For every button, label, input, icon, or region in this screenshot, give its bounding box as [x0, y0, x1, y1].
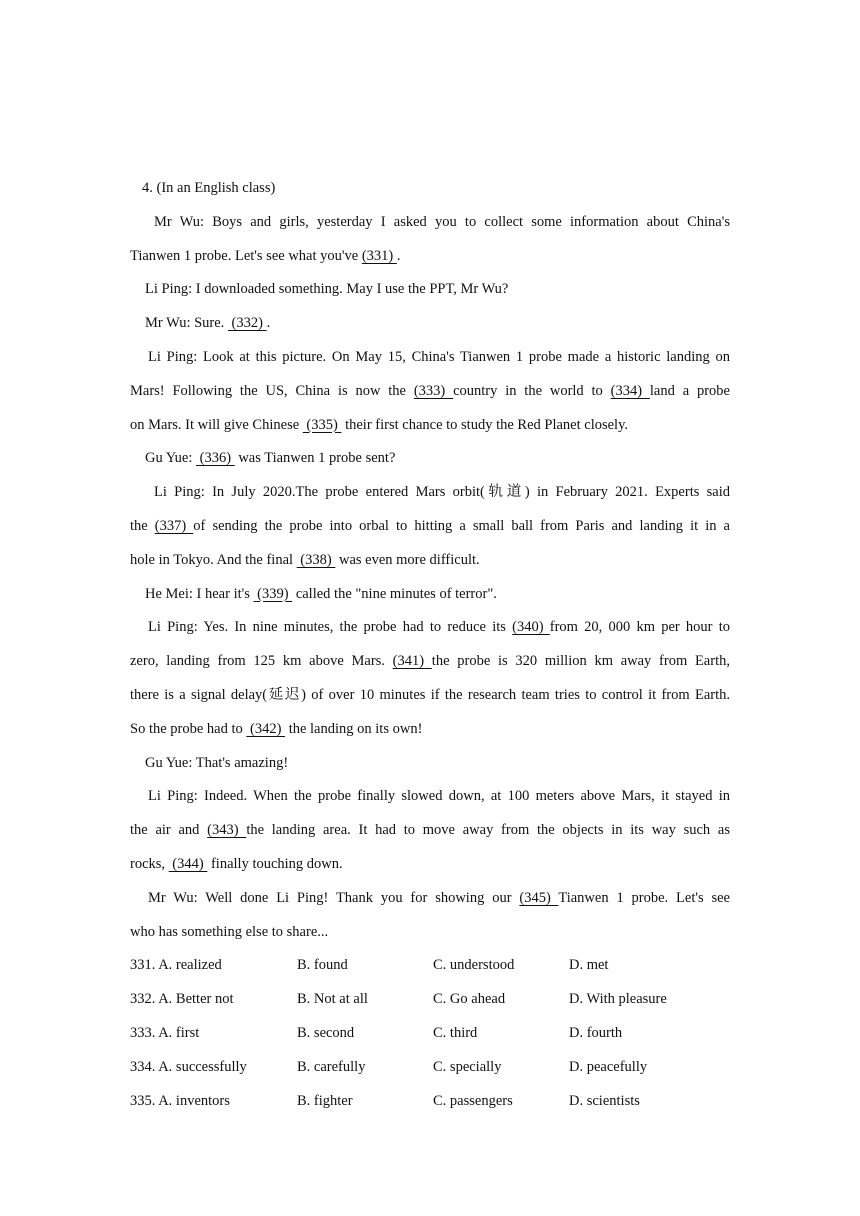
- passage-text: was even more difficult.: [335, 551, 480, 568]
- passage-text: Tianwen 1 probe. Let's see: [558, 889, 730, 906]
- passage-text: land a probe: [649, 382, 730, 399]
- dialogue-passage: [130, 206, 730, 950]
- answer-blank: (331): [361, 247, 397, 264]
- answer-blank: (334): [610, 382, 650, 399]
- passage-line: [130, 240, 730, 274]
- option-row: [130, 1051, 730, 1085]
- passage-text: Li Ping: Look at this picture. On May 15, China's Tianwen 1 probe made a historic landing on: [148, 348, 730, 365]
- answer-blank: (340): [512, 619, 550, 636]
- passage-text: the landing area. It had to move away from the objects in its way such as: [246, 822, 730, 839]
- answer-blank: (333): [413, 382, 454, 399]
- exercise-heading: 4. (In an English class): [142, 180, 276, 196]
- passage-text: Gu Yue: That's amazing!: [145, 754, 289, 771]
- passage-text: .: [396, 247, 401, 264]
- passage-line: [130, 780, 730, 814]
- passage-text: .: [266, 315, 271, 332]
- passage-text: Tianwen 1 probe. Let's see what you've: [130, 247, 362, 264]
- answer-blank: (339): [253, 585, 293, 602]
- passage-text: So the probe had to: [130, 720, 247, 737]
- passage-text: called the "nine minutes of terror".: [292, 585, 497, 602]
- passage-line: [130, 341, 730, 375]
- passage-line: [130, 578, 730, 612]
- passage-text: rocks,: [130, 855, 169, 872]
- answer-blank: (335): [302, 416, 342, 433]
- passage-line: [130, 882, 730, 916]
- passage-text: Li Ping: I downloaded something. May I use the PPT, Mr Wu?: [145, 281, 509, 298]
- passage-text: finally touching down.: [207, 855, 343, 872]
- option-a: 331. A. realized: [130, 957, 222, 974]
- option-d: D. met: [569, 957, 609, 974]
- option-c: C. third: [433, 1024, 478, 1041]
- answer-blank: (342): [246, 720, 286, 737]
- passage-text: on Mars. It will give Chinese: [130, 416, 303, 433]
- option-c: C. Go ahead: [433, 991, 506, 1008]
- passage-line: [130, 713, 730, 747]
- option-b: B. carefully: [297, 1058, 366, 1075]
- passage-text: Mars! Following the US, China is now the: [130, 382, 414, 399]
- passage-text: Li Ping: In July 2020.The probe entered Mars orbit(轨道) in February 2021. Experts said: [154, 484, 730, 501]
- passage-line: [130, 679, 730, 713]
- option-row: [130, 1085, 730, 1119]
- answer-blank: (338): [296, 551, 336, 568]
- option-a: 334. A. successfully: [130, 1058, 247, 1075]
- answer-blank: (332): [227, 315, 267, 332]
- passage-line: [130, 510, 730, 544]
- passage-line: [130, 206, 730, 240]
- passage-text: He Mei: I hear it's: [145, 585, 254, 602]
- answer-options: [130, 949, 730, 1118]
- passage-line: [130, 611, 730, 645]
- passage-text: Mr Wu: Sure.: [145, 315, 228, 332]
- passage-text: the landing on its own!: [285, 720, 423, 737]
- passage-line: [130, 409, 730, 443]
- passage-text: country in the world to: [453, 382, 611, 399]
- option-c: C. passengers: [433, 1092, 513, 1109]
- passage-text: the probe is 320 million km away from Earth,: [431, 653, 730, 670]
- passage-text: was Tianwen 1 probe sent?: [234, 450, 396, 467]
- passage-line: [130, 273, 730, 307]
- option-c: C. understood: [433, 957, 515, 974]
- passage-line: [130, 814, 730, 848]
- passage-line: [130, 916, 730, 950]
- passage-text: their first chance to study the Red Planet closely.: [341, 416, 629, 433]
- passage-text: from 20, 000 km per hour to: [549, 619, 730, 636]
- option-a: 332. A. Better not: [130, 991, 234, 1008]
- exercise-page: [130, 172, 730, 1118]
- answer-blank: (341): [392, 653, 432, 670]
- passage-text: the: [130, 517, 155, 534]
- passage-line: [130, 747, 730, 781]
- passage-text: Mr Wu: Boys and girls, yesterday I asked you to collect some information about China's: [154, 213, 730, 230]
- option-b: B. Not at all: [297, 991, 368, 1008]
- answer-blank: (344): [168, 855, 208, 872]
- passage-line: [130, 645, 730, 679]
- option-d: D. With pleasure: [569, 991, 667, 1008]
- answer-blank: (337): [154, 517, 194, 534]
- option-a: 333. A. first: [130, 1024, 200, 1041]
- option-b: B. second: [297, 1024, 355, 1041]
- option-d: D. scientists: [569, 1092, 640, 1109]
- passage-text: who has something else to share...: [130, 923, 329, 940]
- option-a: 335. A. inventors: [130, 1092, 230, 1109]
- passage-text: Gu Yue:: [145, 450, 197, 467]
- answer-blank: (336): [196, 450, 235, 467]
- option-b: B. fighter: [297, 1092, 353, 1109]
- passage-text: the air and: [130, 822, 208, 839]
- option-d: D. fourth: [569, 1024, 623, 1041]
- passage-text: Li Ping: Indeed. When the probe finally slowed down, at 100 meters above Mars, it stayed in: [148, 788, 730, 805]
- passage-line: [130, 307, 730, 341]
- answer-blank: (345): [519, 889, 559, 906]
- passage-line: [130, 476, 730, 510]
- answer-blank: (343): [207, 822, 247, 839]
- option-d: D. peacefully: [569, 1058, 648, 1075]
- passage-line: [130, 848, 730, 882]
- passage-text: there is a signal delay(延迟) of over 10 minutes if the research team tries to control it from Earth.: [130, 686, 730, 703]
- passage-line: [130, 544, 730, 578]
- option-row: [130, 949, 730, 983]
- passage-text: zero, landing from 125 km above Mars.: [130, 653, 393, 670]
- option-b: B. found: [297, 957, 348, 974]
- passage-text: Mr Wu: Well done Li Ping! Thank you for showing our: [148, 889, 520, 906]
- option-c: C. specially: [433, 1058, 502, 1075]
- option-row: [130, 983, 730, 1017]
- passage-text: Li Ping: Yes. In nine minutes, the probe had to reduce its: [148, 619, 513, 636]
- passage-text: of sending the probe into orbal to hitting a small ball from Paris and landing it in a: [193, 517, 730, 534]
- passage-line: [130, 375, 730, 409]
- passage-line: [130, 442, 730, 476]
- passage-text: hole in Tokyo. And the final: [130, 551, 297, 568]
- option-row: [130, 1017, 730, 1051]
